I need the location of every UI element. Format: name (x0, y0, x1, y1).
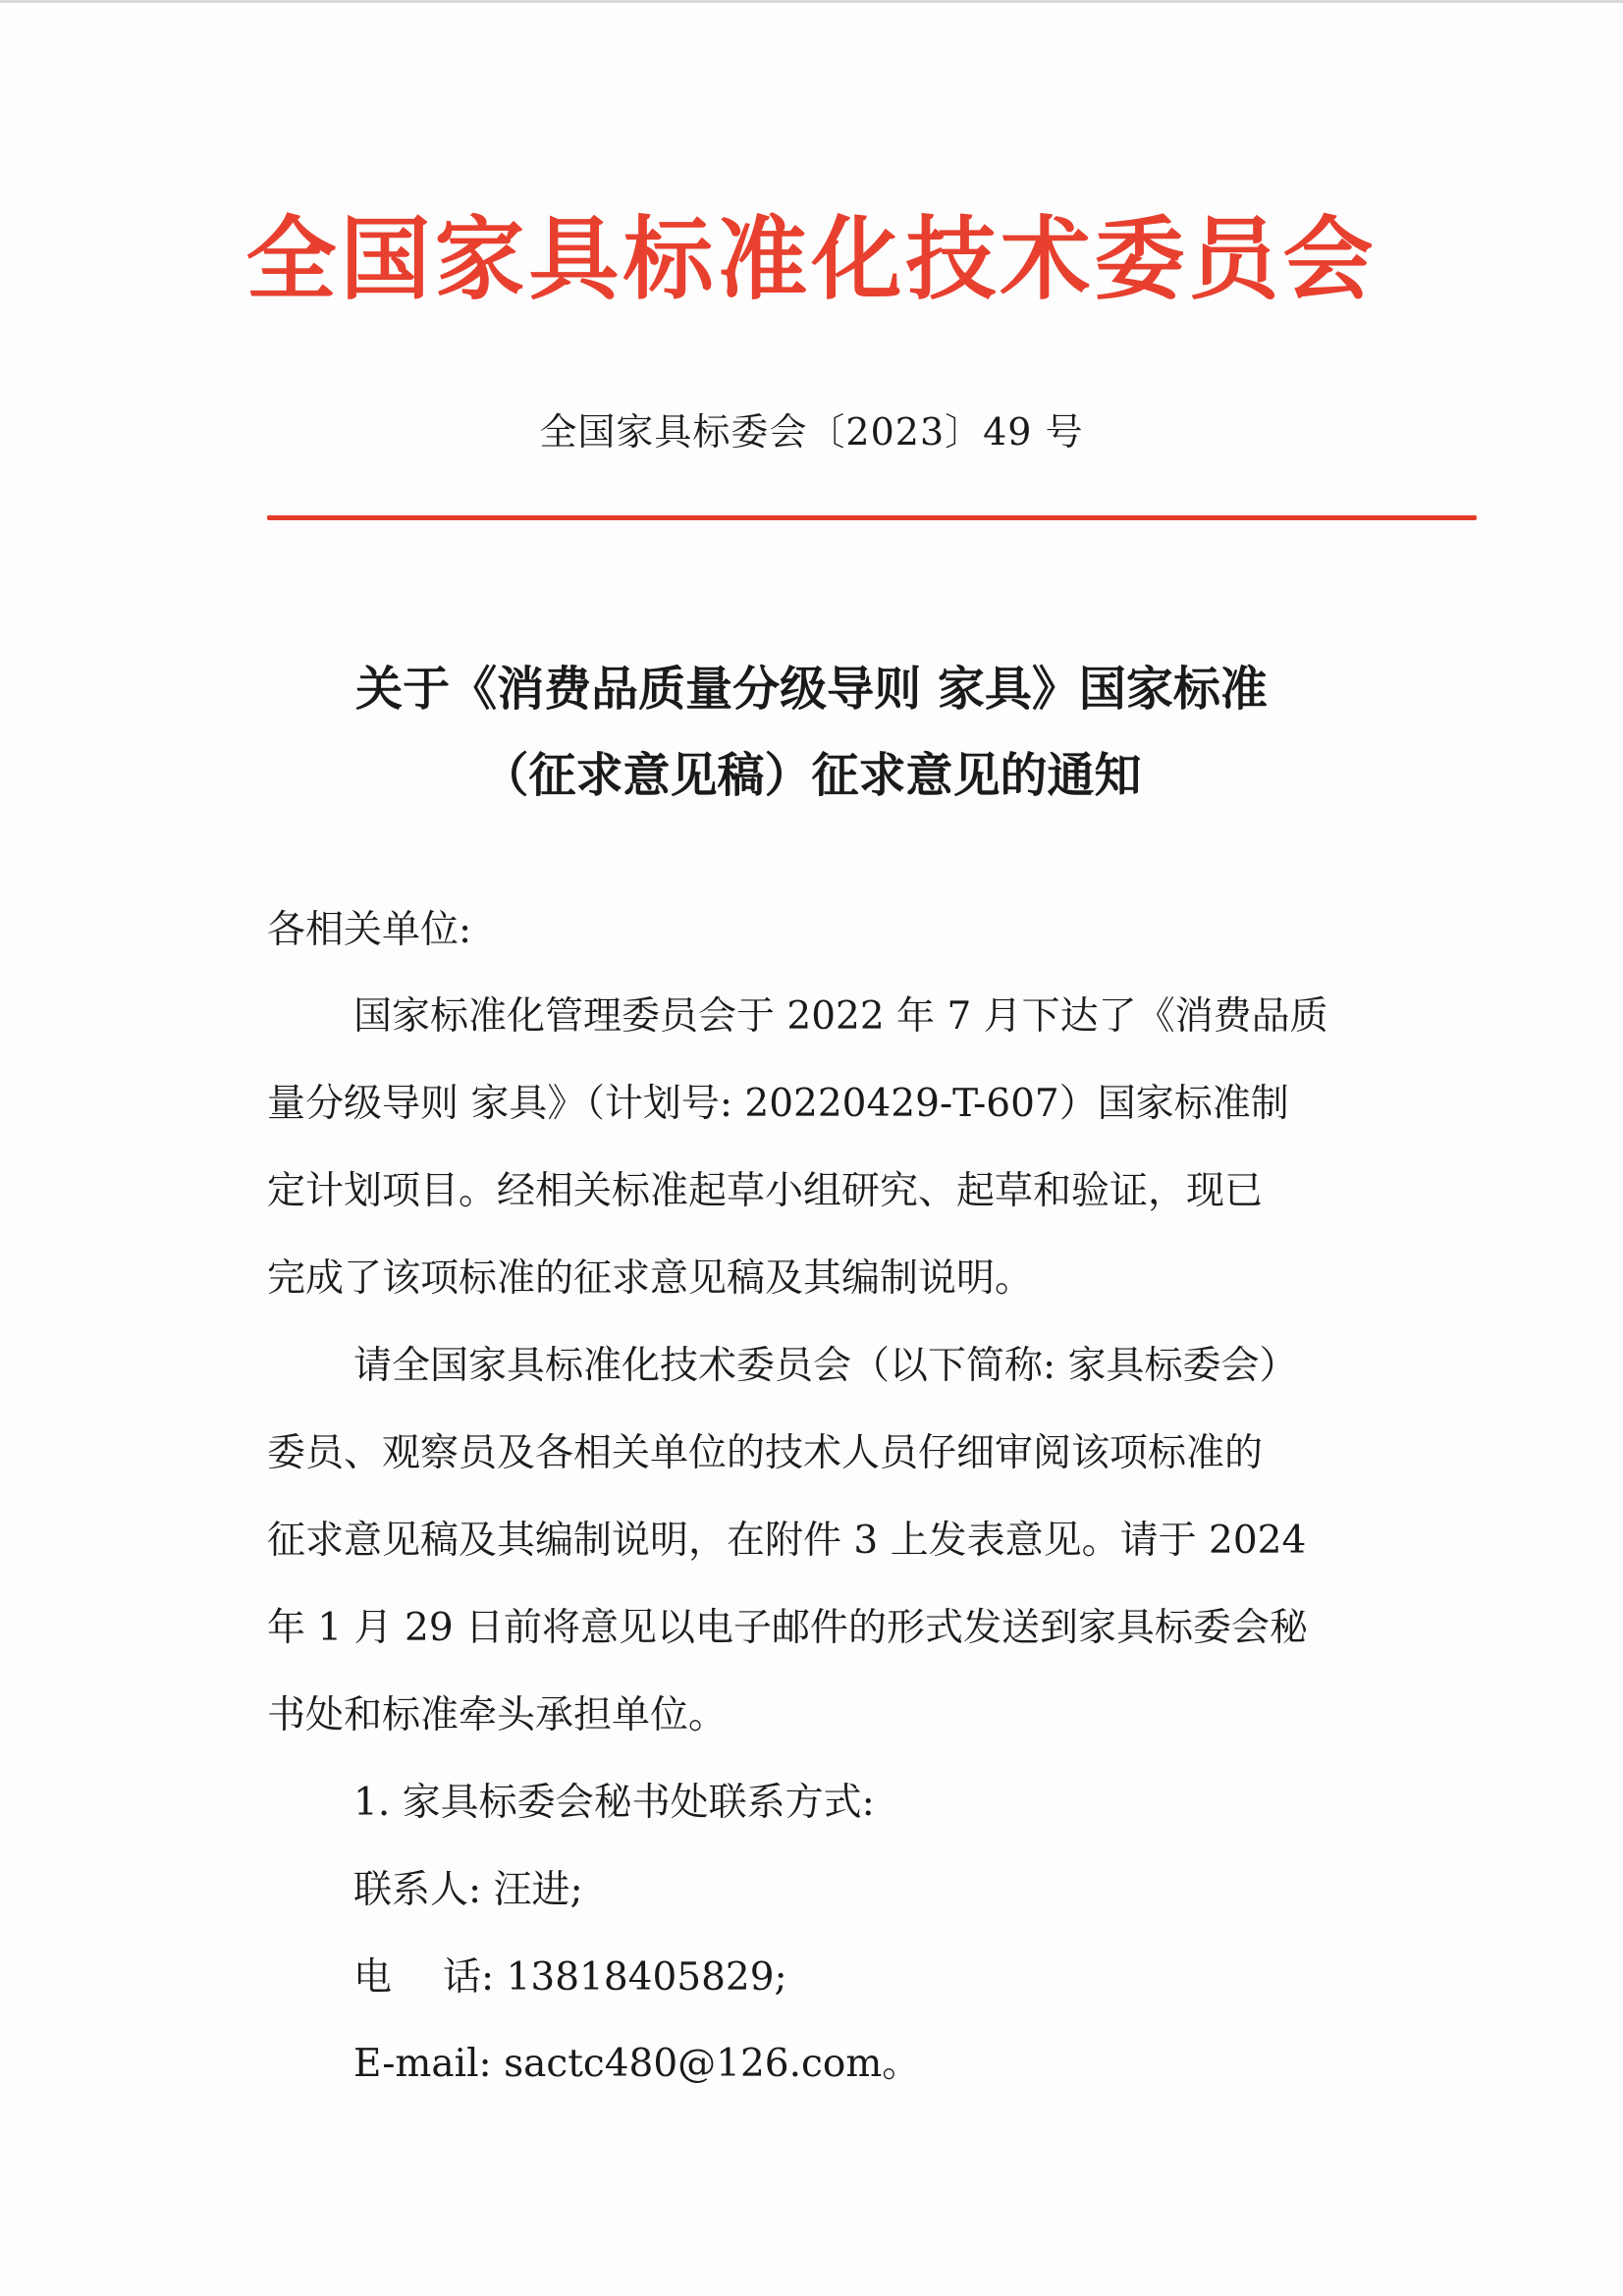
contact-email-label: E-mail: (353, 2042, 492, 2086)
contact-person-value: 汪进; (493, 1868, 583, 1912)
paragraph-2-line-3: 征求意见稿及其编制说明，在附件 3 上发表意见。请于 2024 (267, 1519, 1307, 1563)
paragraph-2-line-5: 书处和标准牵头承担单位。 (267, 1693, 728, 1737)
contact-person-row (353, 1865, 583, 1916)
paragraph-1-line-2: 量分级导则 家具》（计划号: 20220429-T-607）国家标准制 (267, 1082, 1289, 1126)
contact-phone-label-b: 话: (443, 1955, 495, 2000)
scan-top-edge (0, 0, 1623, 3)
red-divider-line (267, 515, 1477, 520)
paragraph-2-line-4: 年 1 月 29 日前将意见以电子邮件的形式发送到家具标委会秘 (267, 1606, 1309, 1650)
paragraph-2-line-2: 委员、观察员及各相关单位的技术人员仔细审阅该项标准的 (267, 1431, 1264, 1475)
contact-phone-value: 13818405829; (506, 1955, 787, 2000)
paragraph-1-line-3: 定计划项目。经相关标准起草小组研究、起草和验证，现已 (267, 1169, 1264, 1213)
contact-email-row (353, 2039, 920, 2090)
document-number: 全国家具标委会〔2023〕49 号 (539, 410, 1084, 454)
salutation: 各相关单位: (267, 908, 472, 952)
contact-phone-label-a: 电 (353, 1955, 393, 2000)
paragraph-2-line-1: 请全国家具标准化技术委员会（以下简称: 家具标委会） (353, 1344, 1298, 1388)
notice-title-line-1: 关于《消费品质量分级导则 家具》国家标准 (355, 662, 1268, 717)
contact-email-value[interactable]: sactc480@126.com。 (504, 2042, 921, 2086)
letterhead-title: 全国家具标准化技术委员会 (245, 207, 1378, 312)
paragraph-1-line-1: 国家标准化管理委员会于 2022 年 7 月下达了《消费品质 (353, 994, 1328, 1039)
paragraph-1-line-4: 完成了该项标准的征求意见稿及其编制说明。 (267, 1256, 1034, 1301)
contact-phone-row (353, 1952, 787, 2003)
contact-heading: 1. 家具标委会秘书处联系方式: (353, 1781, 875, 1825)
notice-title-line-2: （征求意见稿）征求意见的通知 (481, 748, 1142, 803)
contact-person-label: 联系人: (353, 1868, 482, 1912)
